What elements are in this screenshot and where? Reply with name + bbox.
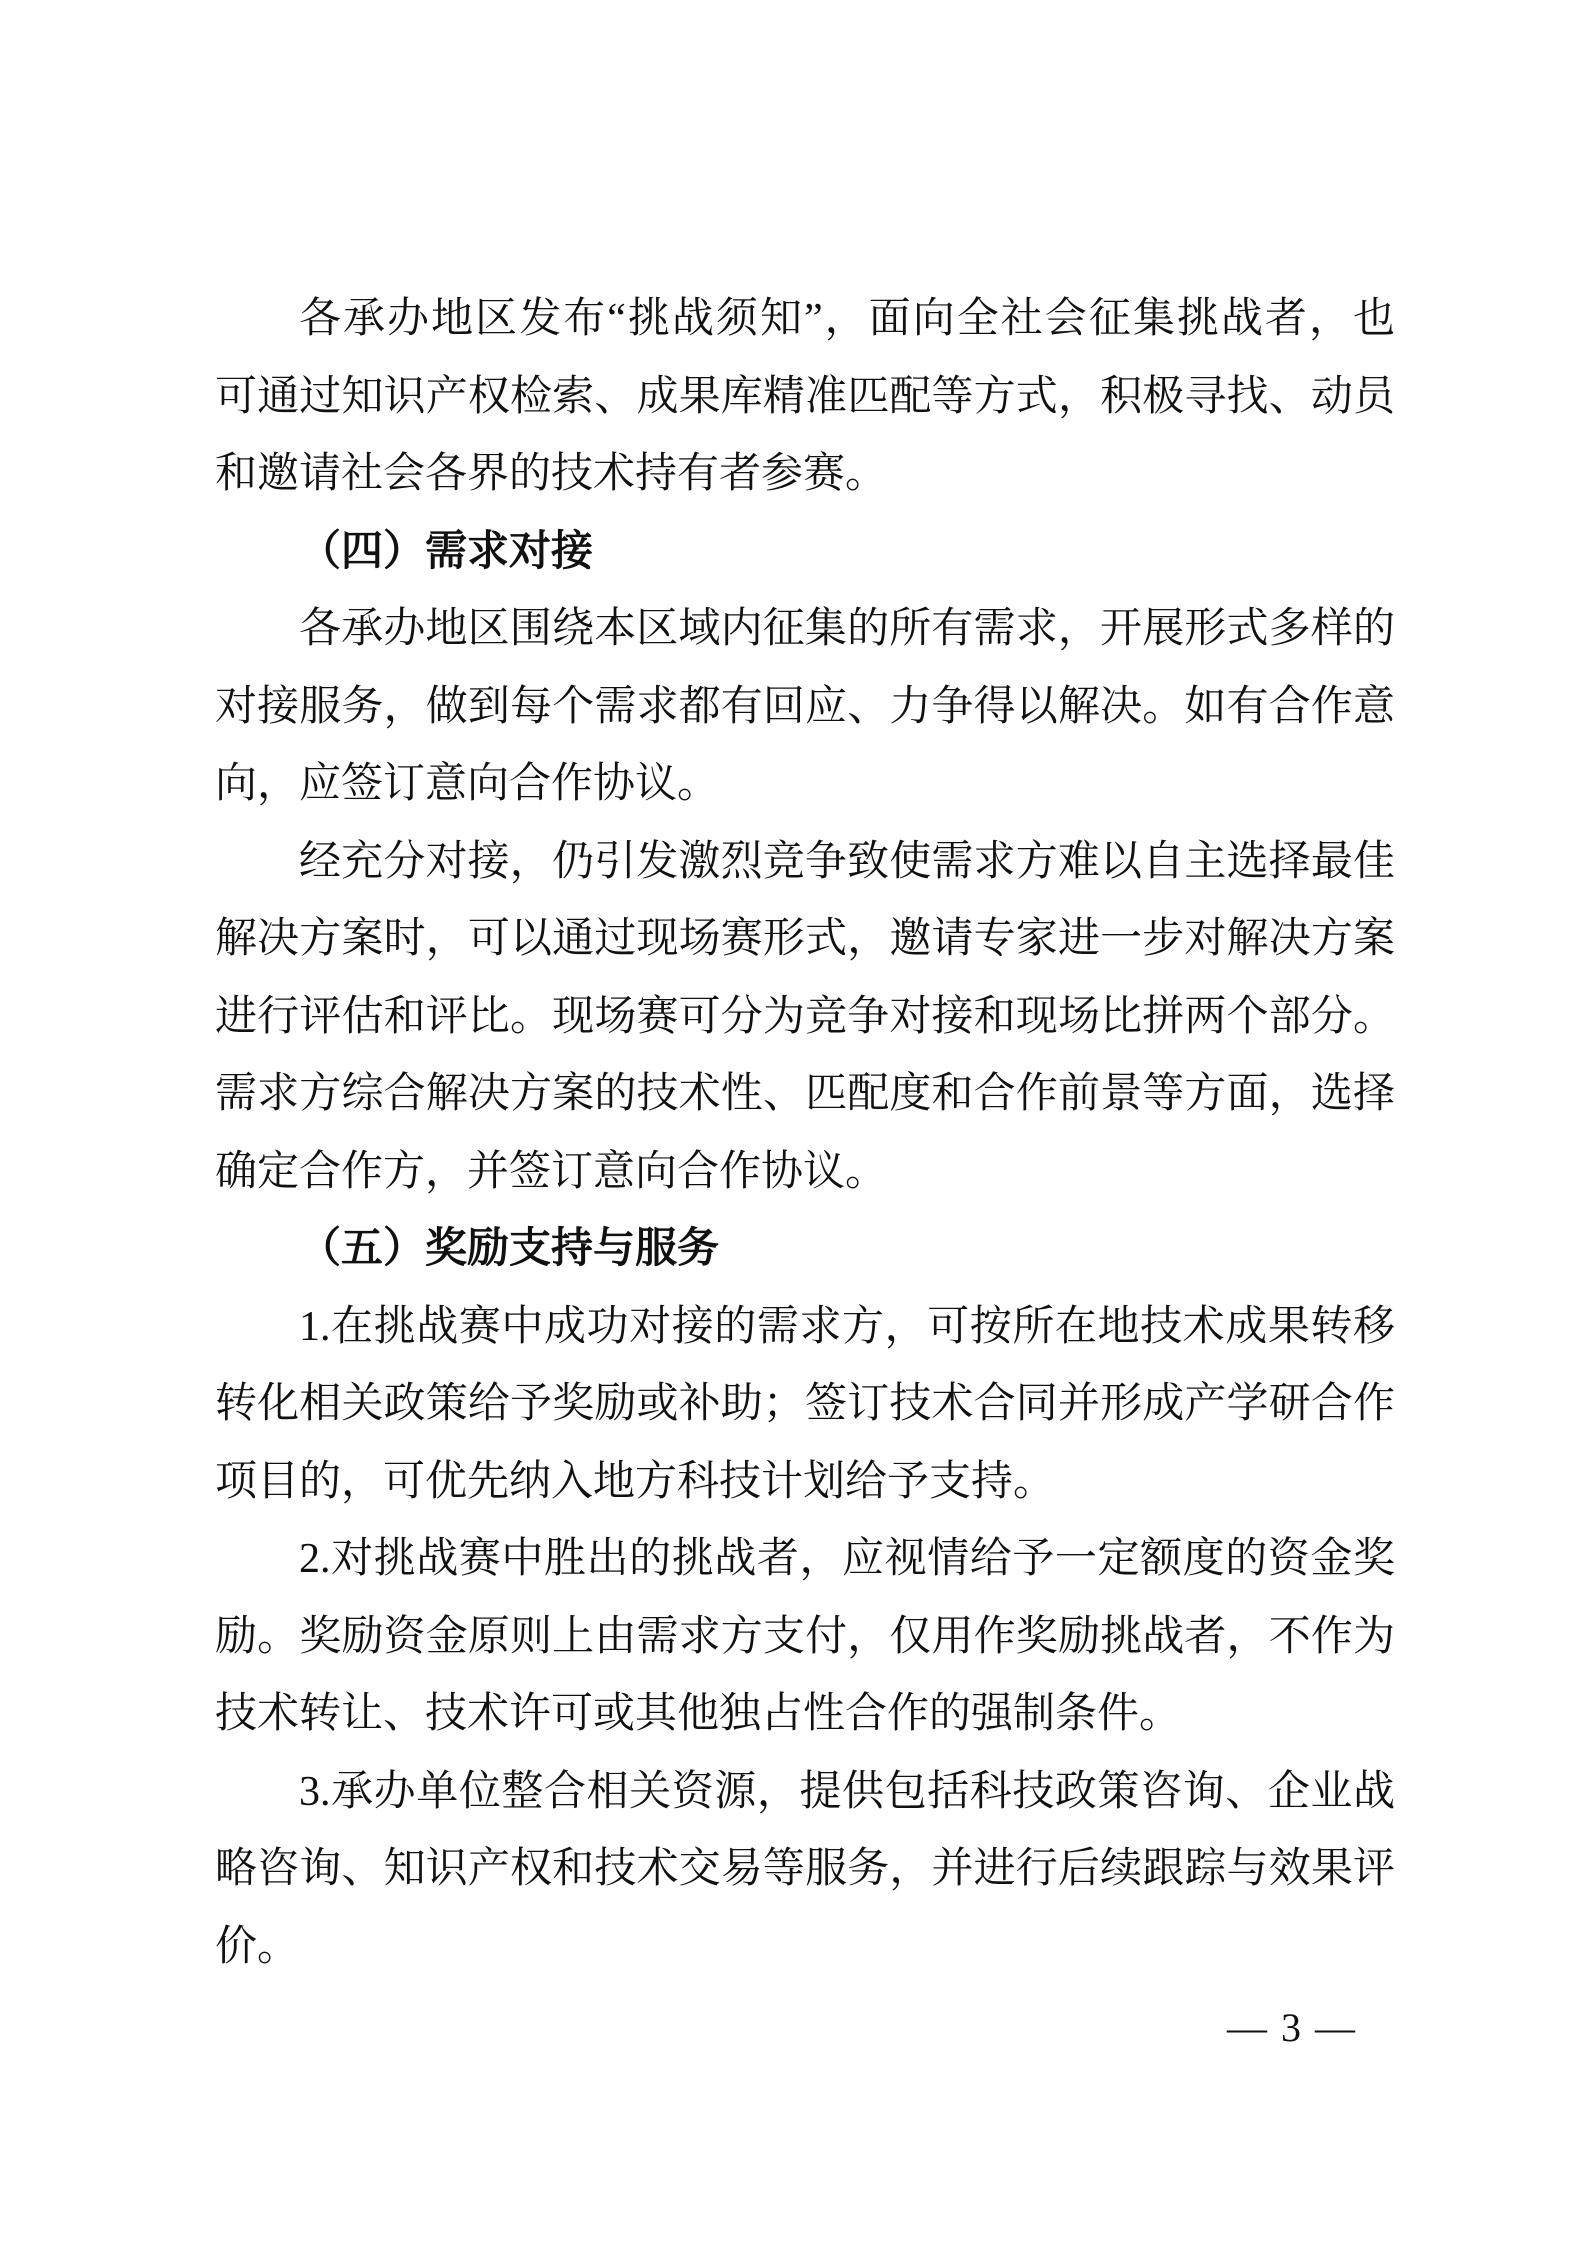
body-line: 解决方案时，可以通过现场赛形式，邀请专家进一步对解决方案 — [215, 916, 1395, 962]
body-line: 需求方综合解决方案的技术性、匹配度和合作前景等方面，选择 — [215, 1071, 1395, 1117]
section-heading-four: （四）需求对接 — [299, 528, 594, 575]
body-line: 各承办地区发布“挑战须知”，面向全社会征集挑战者，也 — [299, 296, 1395, 342]
body-line: 经充分对接，仍引发激烈竞争致使需求方难以自主选择最佳 — [299, 838, 1395, 885]
body-line: 进行评估和评比。现场赛可分为竞争对接和现场比拼两个部分。 — [215, 993, 1395, 1040]
body-line: 2.对挑战赛中胜出的挑战者，应视情给予一定额度的资金奖 — [299, 1536, 1395, 1582]
page-number: — 3 — — [1227, 2005, 1357, 2050]
body-line: 确定合作方，并签订意向合作协议。 — [215, 1148, 888, 1195]
body-line: 和邀请社会各界的技术持有者参赛。 — [215, 451, 888, 497]
body-line: 转化相关政策给予奖励或补助；签订技术合同并形成产学研合作 — [215, 1381, 1395, 1427]
body-line: 略咨询、知识产权和技术交易等服务，并进行后续跟踪与效果评 — [215, 1846, 1395, 1892]
body-line: 项目的，可优先纳入地方科技计划给予支持。 — [215, 1458, 1056, 1505]
body-line: 各承办地区围绕本区域内征集的所有需求，开展形式多样的 — [299, 606, 1395, 652]
body-line: 技术转让、技术许可或其他独占性合作的强制条件。 — [215, 1691, 1182, 1737]
body-line: 1.在挑战赛中成功对接的需求方，可按所在地技术成果转移 — [299, 1303, 1395, 1350]
document-body — [215, 281, 1395, 1986]
body-line: 励。奖励资金原则上由需求方支付，仅用作奖励挑战者，不作为 — [215, 1613, 1395, 1660]
body-line: 可通过知识产权检索、成果库精准匹配等方式，积极寻找、动员 — [215, 373, 1395, 420]
body-line: 对接服务，做到每个需求都有回应、力争得以解决。如有合作意 — [215, 683, 1395, 730]
body-line: 向，应签订意向合作协议。 — [215, 761, 720, 807]
body-line: 3.承办单位整合相关资源，提供包括科技政策咨询、企业战 — [299, 1768, 1395, 1815]
body-line: 价。 — [215, 1923, 300, 1970]
section-heading-five: （五）奖励支持与服务 — [299, 1226, 720, 1272]
